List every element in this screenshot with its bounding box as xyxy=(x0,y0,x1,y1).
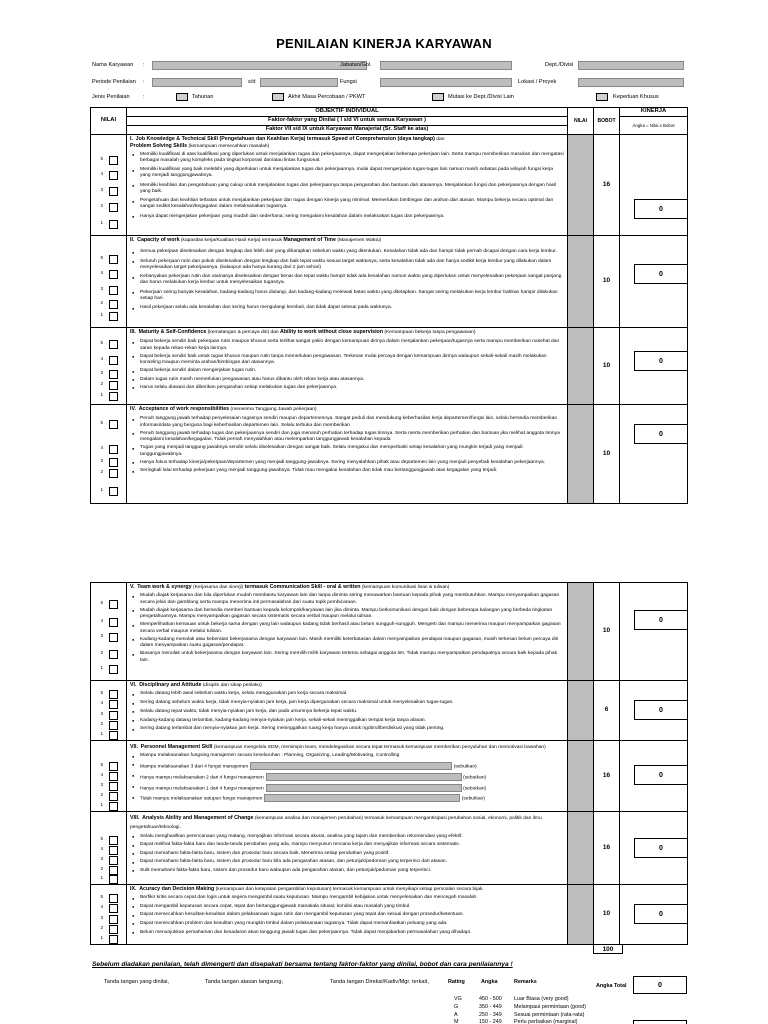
nilai-header: NILAI xyxy=(91,108,127,135)
rating-box xyxy=(109,935,118,944)
colon: : xyxy=(143,94,145,100)
criteria-item: ● Kebanyakan pekerjaan rutin dan utamanya diselesaikan dengan benar dan tepat waktu hampir tidak ada kesalahan namun waktu yang diperlukan untuk menyelesaikan pekerjaan sangat panjang dan harus melakukan kerja lembur untuk menyelesaikan tugasnya. xyxy=(130,274,564,287)
rating-box xyxy=(109,203,118,212)
rating-box xyxy=(109,802,118,811)
criteria-item: ● Memiliki kualifikasi di atas kualifikasi yang diperlukan untuk menjalankan tugas dan pekerjaannya, dapat mengerjakan beberapa pekerjaan lain. Serta mampu memberikan masukan dan mengatasi berbagai masalah yang kompleks pada tingkat korporasi dan/atau lintas fungsional. xyxy=(130,152,564,165)
criteria-item: ● Dapat bekerja sendiri baik pekerjaan rutin maupun khusus serta terlihat sangat yakin dengan kemampuan dirinya dalam menjalankan pekerjaan/tugasnya serta mampu memberikan nasehat dan saran kepada rekan-rekan kerja lainnya. xyxy=(130,339,564,352)
akhir-masa-checkbox[interactable] xyxy=(272,93,284,101)
signature-label-employee: Tanda tangan yang dinilai, xyxy=(104,979,169,985)
criteria-item: ● Dapat memecahkan problem dan kesulitan yang mungkin timbul dalam pelaksanaan tugasnya. Tidak dapat memanfaatkan peluang yang ada. xyxy=(130,921,564,927)
tahunan-checkbox[interactable] xyxy=(176,93,188,101)
option-label: Akhir Masa Percobaan / PKWT xyxy=(288,94,366,100)
kinerja-cell xyxy=(620,741,688,812)
rating-box xyxy=(109,792,118,801)
rating-box xyxy=(109,286,118,295)
bobot-value: 16 xyxy=(594,135,620,236)
periode-start-field[interactable] xyxy=(152,78,242,87)
criteria-item: Mampu melaksanakan 3 dari 4 fungsi manajemen xyxy=(140,764,249,770)
criteria-item: ● Selalu datang lebih awal sebelum waktu kerja, selalu menggunakan jam kerja secara maksimal. xyxy=(130,691,564,697)
rating-box xyxy=(109,312,118,321)
kinerja-value: 0 xyxy=(634,765,688,785)
criteria-item: ● Harus selalu diawasi dan diberikan pengarahan setiap melakukan tugas dan pekerjaannya. xyxy=(130,385,564,391)
faktor-line-1: Faktor-faktor yang Dinilai ( I s/d VI untuk semua Karyawan ) xyxy=(127,117,568,126)
periode-end-field[interactable] xyxy=(260,78,338,87)
criteria-item: ● Memperlihatkan kemauan untuk bekerja sama dengan yang lain walaupun kadang tidak berhasil atau belum sungguh-sungguh. Mengerti dan mampu menerima maupun menyampaikan gagasan secara verbal maupun melalui tulisan. xyxy=(130,622,564,635)
kinerja-value: 0 xyxy=(634,904,688,924)
criteria-item: ● Seringkali lalai terhadap pekerjaan yang menjadi tanggung-jawabnya. Tidak mau mengakui kesalahan dan tidak mau bertanggungjawab atas kegagalan yang terjadi. xyxy=(130,468,564,474)
nilai-value xyxy=(568,405,594,504)
periode-label: Periode Penilaian xyxy=(92,79,136,85)
rating-box xyxy=(109,458,118,467)
kinerja-value: 0 xyxy=(634,700,688,720)
option-label: Keperluan Khusus xyxy=(613,94,659,100)
criteria-item: ● Memiliki keahlian dan pengetahuan yang cukup untuk menjalankan tugas dan pekerjaannya tanpa pengarahan dan bantuan dari atasannya. Menjalankan fungsi dan pekerjaannya dengan hasil yang baik. xyxy=(130,183,564,196)
assessment-table-1 xyxy=(90,107,688,504)
rating-box xyxy=(109,665,118,674)
rating-box xyxy=(109,650,118,659)
objektif-header: OBJEKTIF INDIVIDUAL xyxy=(127,108,568,117)
rating-box xyxy=(109,700,118,709)
rating-box xyxy=(109,220,118,229)
category-description: III. Maturity & Self-Confidence (kematangan & percaya diri) dan Ability to work without close supervision (Kemampuan bekerja tanpa pengawasan) ● Dapat bekerja sendiri baik pekerjaan rutin maupun khusus serta terlihat sangat yakin dengan kemampuan dirinya dalam menjalankan pekerjaan/tugasnya serta mampu memberikan nasehat dan saran kepada rekan-rekan kerja lainnya. ● Dapat bekerja sendiri baik untuk tugas khusus maupun rutin tanpa memerlukan pengawasan. Terkesan mulai percaya dengan kemampuan dirinya walaupun sekali-sekali masih melakukan konseling maupun meminta arahan/bimbingan dari atasannya. ● Dapat bekerja sendiri dalam mengerjakan tugas rutin. ● Dalam tugas rutin masih memerlukan pengawasan atau harus dibantu oleh rekan kerja atau atasannya. ● Harus selalu diawasi dan diberikan pengarahan setiap melakukan tugas dan pekerjaannya. xyxy=(127,328,568,405)
rating-box xyxy=(109,618,118,627)
rating-box xyxy=(109,846,118,855)
nilai-value xyxy=(568,328,594,405)
rating-cell: 5 4 3 2 1 xyxy=(91,135,127,236)
criteria-item: ● Dapat memecahkan kesulitan-kesulitan dalam pelaksanaan tugas rutin dan mengambil keputusan yang tepat dan sesuai dengan prosedur/ketentuan. xyxy=(130,912,564,918)
category-description: VIII. Analysis Ability and Management of Change (kemampuan analisa dan manajemen perubahan) termasuk kemampuan mengantisipasi perubahan sosial, ekonomi, politik dan ilmu pengetahuan/teknologi. ● Selalu menghasilkan perencanaan yang matang, menyajikan informasi secara akurat, analisa yang tajam dan memberikan rekomendasi yang efektif. ● Dapat melihat fakta-fakta baru dan tanda-tanda perubahan yang ada, mampu menyusun rencana kerja dan menyajikan informasi secara sistematis. ● Dapat memahami fakta-fakta baru, sistem dan prosedur baru secara baik. Menerima setiap perubahan yang positif. ● Dapat memahami fakta-fakta baru, sistem dan prosedur baru bila ada pengarahan atasan, dan petunjuk/pedoman yang terperinci dari atasan. ● Sulit memahami fakta-fakta baru, sistem dan prosedur baru walaupun ada pengarahan atasan, dan petunjuk/pedoman yang terperinci. xyxy=(127,812,568,885)
bobot-value: 10 xyxy=(594,583,620,681)
rating-box xyxy=(109,156,118,165)
rating-box xyxy=(109,904,118,913)
criteria-item: ● Dapat memahami fakta-fakta baru, sistem dan prosedur baru secara baik. Menerima setiap perubahan yang positif. xyxy=(130,851,564,857)
kinerja-cell xyxy=(620,681,688,741)
rating-cell: 5 4 3 2 1 xyxy=(91,236,127,328)
nilai-value xyxy=(568,135,594,236)
rating-box xyxy=(109,255,118,264)
category-row-3 xyxy=(91,328,688,405)
criteria-item: ● Penuh tanggung jawab terhadap tugas dan pekerjaannya sendiri dan juga menaruh perhatian terhadap tugas timnya. Serta merta memberikan perhatian dan bantuan jika melihat anggota timnya mengalami kesalahan/kegagalan. Tidak pernah menyalahkan atau melemparkan tanggungjawab kesalahan kepada xyxy=(130,431,564,444)
nilai-col-header: NILAI xyxy=(568,108,594,135)
nilai-value xyxy=(568,885,594,945)
criteria-item: ● Belum menunjukkan pemahaman dan kesadaran akan tanggung jawab tugas dan pekerjaannya. Tidak dapat menjabarkan permasalahan yang dihadapi. xyxy=(130,930,564,936)
category-row-4 xyxy=(91,405,688,504)
sd-label: s/d xyxy=(248,79,256,85)
rating-box xyxy=(109,445,118,454)
specify-field[interactable] xyxy=(250,762,452,770)
kinerja-cell xyxy=(620,135,688,236)
nilai-value xyxy=(568,583,594,681)
fungsi-label: Fungsi xyxy=(340,79,357,85)
dept-field[interactable] xyxy=(578,61,684,70)
rating-cell: 5 4 3 2 1 xyxy=(91,681,127,741)
rating-box xyxy=(109,300,118,309)
sebutkan-label: (sebutkan) xyxy=(463,775,487,781)
lokasi-label: Lokasi / Proyek xyxy=(518,79,557,85)
rating-box xyxy=(109,772,118,781)
jabatan-label: Jabatan/Gol. xyxy=(340,62,372,68)
rating-box xyxy=(109,633,118,642)
nilai-value xyxy=(568,236,594,328)
fungsi-field[interactable] xyxy=(380,78,512,87)
criteria-item: ● Sering datang sebelum waktu kerja, tidak menyia-nyiakan jam kerja, jam kerja dipergunakan secara maksimal untuk menyelesaikan tugas-tugas. xyxy=(130,700,564,706)
bobot-value: 6 xyxy=(594,681,620,741)
kinerja-cell xyxy=(620,236,688,328)
bobot-value: 10 xyxy=(594,405,620,504)
scale-range: 250 - 349 xyxy=(479,1012,502,1018)
bobot-header: BOBOT xyxy=(594,108,620,135)
kinerja-value: 0 xyxy=(634,199,688,219)
rating-cell: 5 4 3 2 1 xyxy=(91,583,127,681)
criteria-item: Hanya mampu melaksanakan 2 dari 4 fungsi manajemen xyxy=(140,775,264,781)
criteria-item: ● Penuh tanggung jawab terhadap penyelesaian tugasnya sendiri maupun departemennya. Sangat peduli dan mendukung keberhasilan kerja departemen/fungsi lain, selalu bersedia memberikan informasi/data yang berguna bagi keberhasilan departemen lain. Selalu terbuka dan memberikan xyxy=(130,416,564,429)
category-row-6 xyxy=(91,681,688,741)
rating-box xyxy=(109,600,118,609)
specify-field[interactable] xyxy=(266,784,462,792)
nama-karyawan-field[interactable] xyxy=(152,61,367,70)
criteria-item: ● Hasil pekerjaan selalu ada kesalahan dan sering harus mengulangi kembali, dan tidak dapat selesai pada waktunya. xyxy=(130,305,564,311)
sebutkan-label: (sebutkan) xyxy=(461,796,485,802)
rating-box xyxy=(109,487,118,496)
scale-range: 450 - 500 xyxy=(479,996,502,1002)
jenis-label: Jenis Penilaian xyxy=(92,94,130,100)
kinerja-cell xyxy=(620,885,688,945)
category-description: V. Team work & synergy (Kerjasama dan sinerji) termasuk Communication Skill - oral & written (kemampuan komunikasi lisan & tulisan) ● Mudah diajak kerjasama dan bila diperlukan mudah membantu karyawan lain dan tanpa diminta sering menawarkan bantuan kepada pihak yang membutuhkan. Mampu menyampaikan gagasan secara jelas dan gamblang serta mampu menerima inti permasalahan dari suatu topik pembicaraan. ● Mudah diajak kerjasama dan bersedia memberi bantuan kepada kelompok/karyawan lain jika diminta. Mampu berkomunikasi dengan baik dengan beberapa kalangan yang berbeda tingkatan pengetahuannya. Mampu menyampaikan gagasan secara sistematis secara verbal maupun melalui tulisan. ● Memperlihatkan kemauan untuk bekerja sama dengan yang lain walaupun kadang tidak berhasil atau belum sungguh-sungguh. Mengerti dan mampu menerima maupun menyampaikan gagasan secara verbal maupun melalui tulisan. ● Kadang-kadang menolak atau keberatan bekerjasama dengan karyawan lain. Masih memiliki keterbatasan dalam menyampaikan pendapat maupun gagasan, masih terkesan belum percaya diri dalam menyampaikan suatu gagasan/pendapat. ● Biasanya menolak untuk bekerjasama dengan karyawan lain. Sering memilih-milih karyawan tertentu sebagai anggota tim. Tidak mampu menyampaikan pendapatnya secara baik kepada pihak lain. xyxy=(127,583,568,681)
scale-code: M xyxy=(454,1019,459,1024)
colon: : xyxy=(143,79,145,85)
total-bobot: 100 xyxy=(593,944,623,954)
criteria-item: ● Pengetahuan dan keahlian terbatas untuk menjalankan pekerjaan dan tugas dengan kinerja yang minimal. Memerlukan bimbingan dan arahan dari atasan. Mampu bekerja secara optimal dan sangat sedikit kesalahan/kegagalan dalam melaksanakan tugasnya. xyxy=(130,198,564,211)
category-description: VII. Personnel Management Skill (kemampuan mengelola SDM, memimpin team, mendelegasikan secara tepat termasuk kemampuan memberikan penyuluhan dan memotivasi bawahan) ● Mampu melaksanakan fungsing manajemen secara keseluruhan : Planning, Organizing, Leading/Motivating, Controlling ● Mampu melaksanakan 3 dari 4 fungsi manajemen (sebutkan) ● Hanya mampu melaksanakan 2 dari 4 fungsi manajemen (sebutkan) ● Hanya mampu melaksanakan 1 dari 4 fungsi manajemen (sebutkan) ● Tidak mampu melaksanakan satupun fungsi manajemen (sebutkan) xyxy=(127,741,568,812)
criteria-item: Tidak mampu melaksanakan satupun fungsi manajemen xyxy=(140,796,263,802)
rating-box xyxy=(109,690,118,699)
remarks-col-header: Remarks xyxy=(514,979,537,985)
rating-box xyxy=(109,370,118,379)
category-description: IV. Acceptance of work responsibilities (menerima Tanggung Jawab pekerjaan) ● Penuh tanggung jawab terhadap penyelesaian tugasnya sendiri maupun departemennya. Sangat peduli dan mendukung keberhasilan kerja departemen/fungsi lain, selalu bersedia memberikan informasi/data yang berguna bagi keberhasilan departemen lain. Selalu terbuka dan memberikan ● Penuh tanggung jawab terhadap tugas dan pekerjaannya sendiri dan juga menaruh perhatian terhadap tugas timnya. Serta merta memberikan perhatian dan bantuan jika melihat anggota timnya mengalami kesalahan/kegagalan. Tidak pernah menyalahkan atau melemparkan tanggungjawab kesalahan kepada ● Tugas yang menjadi tanggung jawabnya sendiri selalu diselesaikan dengan sangat baik. Selalu mengakui dan memperbaiki setiap kesalahan yang mungkin terjadi yang menjadi tanggungjawabnya. ● Hanya fokus terhadap kinerja/pekerjaan/departemen yang menjadi tanggung-jawabnya. Sering menyalahkan pihak atau departemen lain yang menjadi penyebab kesalahan pekerjaannya. ● Seringkali lalai terhadap pekerjaan yang menjadi tanggung-jawabnya. Tidak mau mengakui kesalahan dan tidak mau bertanggungjawab atas kegagalan yang terjadi. xyxy=(127,405,568,504)
angka-total-value: 0 xyxy=(633,976,687,994)
scale-code: A xyxy=(454,1012,458,1018)
rating-box xyxy=(109,915,118,924)
nilai-value xyxy=(568,741,594,812)
rating-box xyxy=(109,270,118,279)
bobot-value: 16 xyxy=(594,812,620,885)
category-description: II. Capacity of work (kapasitas kerja/Kualitas Hasil Kerja) termasuk Management of Time (Manajemen Waktu) ● Semua pekerjaan diselesaikan dengan lengkap dan lebih dari yang diharapkan sebelum waktu yang ditentukan. Kesalahan tidak ada dan hampir tidak pernah dicapai dengan cara kerja lembur. ● Seluruh pekerjaan rutin dan pokok diselesaikan dengan lengkap dan baik tepat waktu sesuai target waktunya, serta kesalahan tidak ada dan hanya sedikit kerja lembur yang dilakukan dalam menyelesaikan target pekerjaannya. (kalaupun ada hanya kurang dari 2 jam sehari) ● Kebanyakan pekerjaan rutin dan utamanya diselesaikan dengan benar dan tepat waktu hampir tidak ada kesalahan namun waktu yang diperlukan untuk menyelesaikan pekerjaan sangat panjang dan harus melakukan kerja lembur untuk menyelesaikan tugasnya. ● Pekerjaan sering banyak kesalahan, kadang-kadang harus diulangi, dan kadang-kadang melewati batas waktu yang ditetapkan. Sangat sering melakukan kerja lembur bahkan hampir dilakukan setiap hari. ● Hasil pekerjaan selalu ada kesalahan dan sering harus mengulangi kembali, dan tidak dapat selesai pada waktunya. xyxy=(127,236,568,328)
sebutkan-label: (sebutkan) xyxy=(463,785,487,791)
angka-col-header: Angka xyxy=(481,979,498,985)
nilai-value xyxy=(568,681,594,741)
category-row-9 xyxy=(91,885,688,945)
scale-remark: Perlu perbaikan (marginal) xyxy=(514,1019,578,1024)
scale-code: VG xyxy=(454,996,462,1002)
assessment-table-2 xyxy=(90,582,688,945)
cut-off-box xyxy=(633,1020,687,1024)
bobot-value: 16 xyxy=(594,741,620,812)
category-description: VI. Disciplinary and Attitude (disiplin dan sikap perilaku) ● Selalu datang lebih awal sebelum waktu kerja, selalu menggunakan jam kerja secara maksimal. ● Sering datang sebelum waktu kerja, tidak menyia-nyiakan jam kerja, jam kerja dipergunakan secara maksimal untuk menyelesaikan tugas-tugas. ● Selalu datang tepat waktu, tidak menyia-nyiakan jam kerja, dan pada umumnya bekerja tepat waktu. ● Kadang-kadang datang terlambat, kadang-kadang menyia-nyiakan jam kerja, sekali-sekali meninggalkan tempat kerja tanpa alasan. ● Sering datang terlambat dan menyia-nyiakan jam kerja. Sering meninggalkan ruang kerja hanya untuk ngobrol/berdiskusi yang tidak penting. xyxy=(127,681,568,741)
category-description: IX. Acuracy dan Decision Making (kemampuan dan ketepatan pengambilan keputusan) termasuk kemampuan untuk menyikapi setiap persoalan secara bijak. ● Berfikir kritis secara cepat dan logis untuk segera mengambil suatu keputusan. Mampu mengambil kebijakan untuk menyelesaikan dan mencegah masalah. ● Dapat mengambil keputusan secara cepat, tepat dan bertanggungjawab manakala situasi; kondisi atau masalah yang timbul. ● Dapat memecahkan kesulitan-kesulitan dalam pelaksanaan tugas rutin dan mengambil keputusan yang tepat dan sesuai dengan prosedur/ketentuan. ● Dapat memecahkan problem dan kesulitan yang mungkin timbul dalam pelaksanaan tugasnya. Tidak dapat memanfaatkan peluang yang ada. ● Belum menunjukkan pemahaman dan kesadaran akan tanggung jawab tugas dan pekerjaannya. Tidak dapat menjabarkan permasalahan yang dihadapi. xyxy=(127,885,568,945)
criteria-item: ● Mudah diajak kerjasama dan bersedia memberi bantuan kepada kelompok/karyawan lain jika diminta. Mampu berkomunikasi dengan baik dengan beberapa kalangan yang berbeda tingkatan pengetahuannya. Mampu menyampaikan gagasan secara sistematis secara verbal maupun melalui tulisan. xyxy=(130,608,564,621)
signature-label-director: Tanda tangan Direksi/Kadiv/Mgr. terkait, xyxy=(330,979,429,985)
rating-box xyxy=(109,420,118,429)
rating-cell: 5 4 3 2 1 xyxy=(91,812,127,885)
dept-label: Dept./Divisi xyxy=(545,62,574,68)
keperluan-khusus-checkbox[interactable] xyxy=(596,93,608,101)
jabatan-field[interactable] xyxy=(380,61,512,70)
scale-range: 150 - 249 xyxy=(479,1019,502,1024)
angka-total-label: Angka Total xyxy=(596,983,627,989)
signature-label-supervisor: Tanda tangan atasan langsung, xyxy=(205,979,284,985)
agreement-note: Sebelum diadakan penilaian, telah dimengerti dan disepakati bersama tentang faktor-faktor yang dinilai, bobot dan cara penilaiannya ! xyxy=(92,961,513,968)
specify-field[interactable] xyxy=(266,773,462,781)
criteria-item: Hanya mampu melaksanakan 1 dari 4 fungsi manajemen xyxy=(140,785,264,791)
rating-cell: 5 4 3 2 1 xyxy=(91,405,127,504)
criteria-item: ● Dapat bekerja sendiri baik untuk tugas khusus maupun rutin tanpa memerlukan pengawasan. Terkesan mulai percaya dengan kemampuan dirinya walaupun sekali-sekali masih melakukan konseling maupun meminta arahan/bimbingan dari atasannya. xyxy=(130,354,564,367)
category-row-1 xyxy=(91,135,688,236)
criteria-item: ● Dalam tugas rutin masih memerlukan pengawasan atau harus dibantu oleh rekan kerja atau atasannya. xyxy=(130,377,564,383)
rating-box xyxy=(109,171,118,180)
rating-box xyxy=(109,187,118,196)
criteria-item: ● Biasanya menolak untuk bekerjasama dengan karyawan lain. Sering memilih-milih karyawan tertentu sebagai anggota tim. Tidak mampu menyampaikan pendapatnya secara baik kepada pihak lain. xyxy=(130,651,564,664)
criteria-item: ● Sulit memahami fakta-fakta baru, sistem dan prosedur baru walaupun ada pengarahan atasan, dan petunjuk/pedoman yang terperinci. xyxy=(130,868,564,874)
kinerja-cell xyxy=(620,812,688,885)
criteria-item: ● Kadang-kadang menolak atau keberatan bekerjasama dengan karyawan lain. Masih memiliki keterbatasan dalam menyampaikan pendapat maupun gagasan, masih terkesan belum percaya diri dalam menyampaikan suatu gagasan/pendapat. xyxy=(130,637,564,650)
page-title: PENILAIAN KINERJA KARYAWAN xyxy=(276,36,492,51)
mutasi-checkbox[interactable] xyxy=(432,93,444,101)
nama-karyawan-label: Nama Karyawan xyxy=(92,62,134,68)
criteria-item: ● Seluruh pekerjaan rutin dan pokok diselesaikan dengan lengkap dan baik tepat waktu sesuai target waktunya, serta kesalahan tidak ada dan hanya sedikit kerja lembur yang dilakukan dalam menyelesaikan target pekerjaannya. (kalaupun ada hanya kurang dari 2 jam sehari) xyxy=(130,259,564,272)
rating-box xyxy=(109,721,118,730)
rating-col-header: Rating xyxy=(448,979,465,985)
bobot-value: 10 xyxy=(594,328,620,405)
criteria-item: ● Memiliki kualifikasi yang baik melebihi yang diperlukan untuk menjalankan tugas dan pekerjaannya, mulai dapat mengerjakan tugas-tugas lain namun masih sebatas pada wilayah fungsi kerja yang menjadi tanggungjawabnya. xyxy=(130,167,564,180)
criteria-item: ● Pekerjaan sering banyak kesalahan, kadang-kadang harus diulangi, dan kadang-kadang melewati batas waktu yang ditetapkan. Sangat sering melakukan kerja lembur bahkan hampir dilakukan setiap hari. xyxy=(130,290,564,303)
rating-box xyxy=(109,925,118,934)
rating-cell: 5 4 3 2 1 xyxy=(91,328,127,405)
scale-range: 350 - 449 xyxy=(479,1004,502,1010)
criteria-item: ● Dapat bekerja sendiri dalam mengerjakan tugas rutin. xyxy=(130,368,564,374)
kinerja-value: 0 xyxy=(634,264,688,284)
specify-field[interactable] xyxy=(264,794,460,802)
nilai-value xyxy=(568,812,594,885)
category-row-7 xyxy=(91,741,688,812)
criteria-item: ● Mampu melaksanakan fungsing manajemen secara keseluruhan : Planning, Organizing, Leading/Motivating, Controlling xyxy=(130,753,564,759)
criteria-item: ● Selalu datang tepat waktu, tidak menyia-nyiakan jam kerja, dan pada umumnya bekerja tepat waktu. xyxy=(130,709,564,715)
criteria-item: ● Selalu menghasilkan perencanaan yang matang, menyajikan informasi secara akurat, analisa yang tajam dan memberikan rekomendasi yang efektif. xyxy=(130,834,564,840)
criteria-item: ● Semua pekerjaan diselesaikan dengan lengkap dan lebih dari yang diharapkan sebelum waktu yang ditentukan. Kesalahan tidak ada dan hampir tidak pernah dicapai dengan cara kerja lembur. xyxy=(130,249,564,255)
kinerja-value: 0 xyxy=(634,351,688,371)
bobot-value: 10 xyxy=(594,236,620,328)
criteria-item: ● Sering datang terlambat dan menyia-nyiakan jam kerja. Sering meninggalkan ruang kerja hanya untuk ngobrol/berdiskusi yang tidak penting. xyxy=(130,726,564,732)
rating-box xyxy=(109,866,118,875)
criteria-item: ● Dapat melihat fakta-fakta baru dan tanda-tanda perubahan yang ada, mampu menyusun rencana kerja dan menyajikan informasi secara sistematis. xyxy=(130,842,564,848)
kinerja-formula: Angka = Nilai x Bobot xyxy=(620,117,688,135)
kinerja-cell xyxy=(620,583,688,681)
category-row-8 xyxy=(91,812,688,885)
criteria-item: ● Dapat memahami fakta-fakta baru, sistem dan prosedur baru bila ada pengarahan atasan, dan petunjuk/pedoman yang terperinci dari atasan. xyxy=(130,859,564,865)
sebutkan-label: (sebutkan) xyxy=(453,764,477,770)
kinerja-value: 0 xyxy=(634,424,688,444)
scale-remark: Luar Biasa (very good) xyxy=(514,996,569,1002)
category-row-5 xyxy=(91,583,688,681)
criteria-item: ● Kadang-kadang datang terlambat, kadang-kadang menyia-nyiakan jam kerja, sekali-sekali meninggalkan tempat kerja tanpa alasan. xyxy=(130,718,564,724)
rating-box xyxy=(109,836,118,845)
criteria-item: ● Hanya fokus terhadap kinerja/pekerjaan/departemen yang menjadi tanggung-jawabnya. Sering menyalahkan pihak atau departemen lain yang menjadi penyebab kesalahan pekerjaannya. xyxy=(130,460,564,466)
kinerja-header: KINERJA xyxy=(620,108,688,117)
criteria-item: ● Berfikir kritis secara cepat dan logis untuk segera mengambil suatu keputusan. Mampu mengambil kebijakan untuk menyelesaikan dan mencegah masalah. xyxy=(130,895,564,901)
bobot-value: 10 xyxy=(594,885,620,945)
kinerja-cell xyxy=(620,405,688,504)
rating-box xyxy=(109,875,118,884)
rating-box xyxy=(109,856,118,865)
colon: : xyxy=(143,62,145,68)
lokasi-field[interactable] xyxy=(578,78,684,87)
rating-box xyxy=(109,762,118,771)
scale-remark: Melampaui permintaan (good) xyxy=(514,1004,586,1010)
option-label: Tahunan xyxy=(192,94,214,100)
rating-box xyxy=(109,340,118,349)
kinerja-value: 0 xyxy=(634,838,688,858)
rating-box xyxy=(109,356,118,365)
rating-cell: 5 4 3 2 1 xyxy=(91,885,127,945)
criteria-item: ● Mudah diajak kerjasama dan bila diperlukan mudah membantu karyawan lain dan tanpa diminta sering menawarkan bantuan kepada pihak yang membutuhkan. Mampu menyampaikan gagasan secara jelas dan gamblang serta mampu menerima inti permasalahan dari suatu topik pembicaraan. xyxy=(130,593,564,606)
rating-box xyxy=(109,392,118,401)
scale-remark: Sesuai permintaan (rata-rata) xyxy=(514,1012,585,1018)
criteria-item: ● Dapat mengambil keputusan secara cepat, tepat dan bertanggungjawab manakala situasi; kondisi atau masalah yang timbul. xyxy=(130,904,564,910)
criteria-item: ● Tugas yang menjadi tanggung jawabnya sendiri selalu diselesaikan dengan sangat baik. Selalu mengakui dan memperbaiki setiap kesalahan yang mungkin terjadi yang menjadi tanggungjawabnya. xyxy=(130,445,564,458)
rating-box xyxy=(109,381,118,390)
faktor-line-2: Faktor VII s/d IX untuk Karyawan Manajerial (Sr. Staff ke atas) xyxy=(127,126,568,135)
criteria-item: ● Hanya dapat mengerjakan pekerjaan yang mudah dan sederhana; sering mengalami kesalahan dalam melaksakan tugas dan pekerjaannya. xyxy=(130,214,564,220)
rating-cell: 5 4 3 2 1 xyxy=(91,741,127,812)
rating-box xyxy=(109,731,118,740)
rating-box xyxy=(109,894,118,903)
option-label: Mutasi ke Dept./Divisi Lain xyxy=(448,94,514,100)
kinerja-value: 0 xyxy=(634,610,688,630)
scale-code: G xyxy=(454,1004,459,1010)
rating-box xyxy=(109,782,118,791)
kinerja-cell xyxy=(620,328,688,405)
category-description: I. Job Knowledge & Technical Skill (Pengetahuan dan Keahlian Kerja) termasuk Speed of Comprehension (daya tangkap) dan Problem Solving Skills (kemampuan memecahkan masalah) ● Memiliki kualifikasi di atas kualifikasi yang diperlukan untuk menjalankan tugas dan pekerjaannya, dapat mengerjakan beberapa pekerjaan lain. Serta mampu memberikan masukan dan mengatasi berbagai masalah yang kompleks pada tingkat korporasi dan/atau lintas fungsional. ● Memiliki kualifikasi yang baik melebihi yang diperlukan untuk menjalankan tugas dan pekerjaannya, mulai dapat mengerjakan tugas-tugas lain namun masih sebatas pada wilayah fungsi kerja yang menjadi tanggungjawabnya. ● Memiliki keahlian dan pengetahuan yang cukup untuk menjalankan tugas dan pekerjaannya tanpa pengarahan dan bantuan dari atasannya. Menjalankan fungsi dan pekerjaannya dengan hasil yang baik. ● Pengetahuan dan keahlian terbatas untuk menjalankan pekerjaan dan tugas dengan kinerja yang minimal. Memerlukan bimbingan dan arahan dari atasan. Mampu bekerja secara optimal dan sangat sedikit kesalahan/kegagalan dalam melaksanakan tugasnya. ● Hanya dapat mengerjakan pekerjaan yang mudah dan sederhana; sering mengalami kesalahan dalam melaksakan tugas dan pekerjaannya. xyxy=(127,135,568,236)
category-row-2 xyxy=(91,236,688,328)
rating-box xyxy=(109,711,118,720)
rating-box xyxy=(109,469,118,478)
